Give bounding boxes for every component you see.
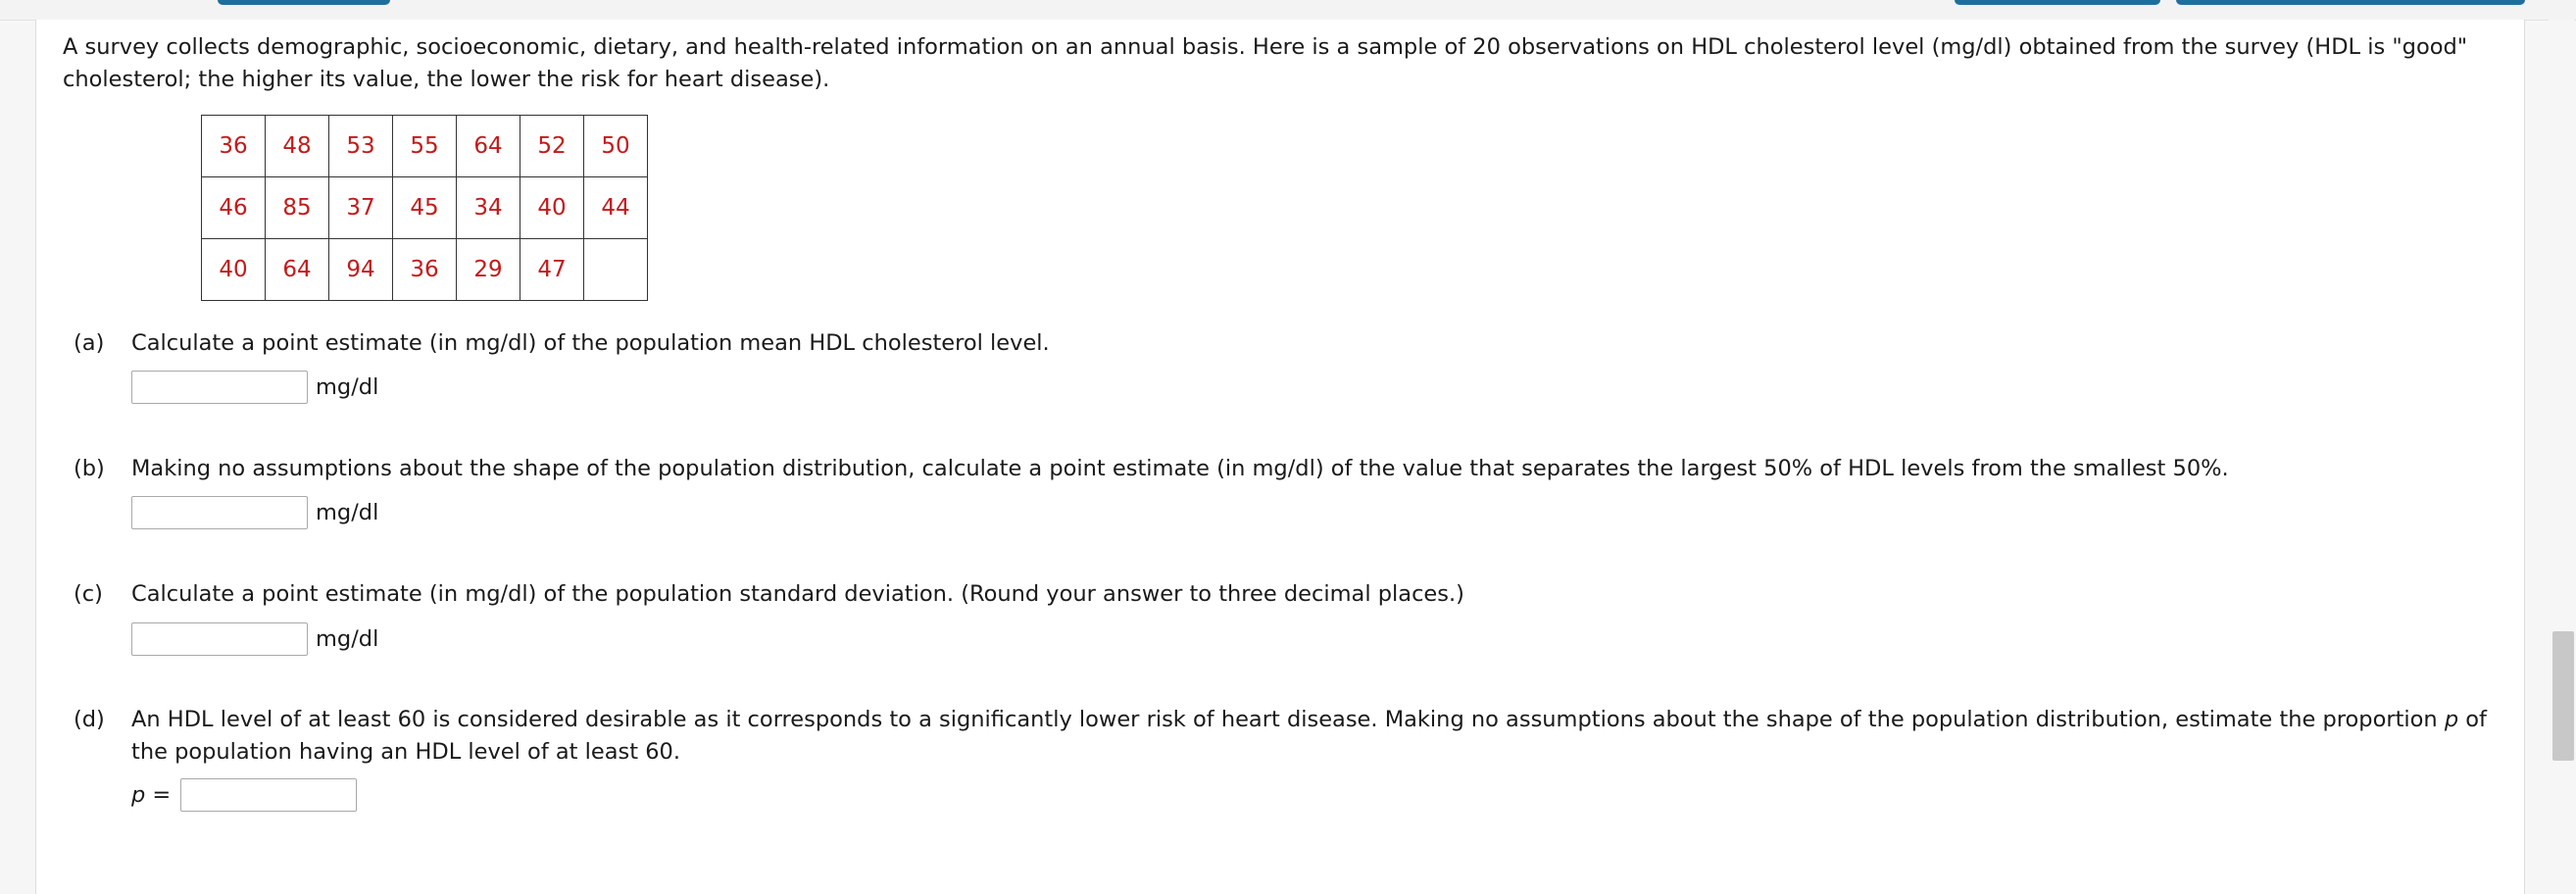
part-b-answer	[131, 494, 378, 531]
table-cell: 45	[393, 177, 457, 239]
table-cell: 48	[266, 116, 329, 177]
question-panel	[35, 20, 2525, 894]
table-row	[202, 239, 648, 301]
part-c-unit: mg/dl	[316, 626, 379, 652]
toolbar-button-left[interactable]	[218, 0, 390, 5]
part-a-letter: (a)	[74, 330, 105, 356]
table-cell: 50	[584, 116, 648, 177]
table-cell: 53	[329, 116, 393, 177]
part-c-answer	[131, 621, 378, 658]
part-d-answer-label: p =	[131, 782, 172, 808]
table-cell: 36	[202, 116, 266, 177]
table-row	[202, 116, 648, 177]
top-toolbar-strip	[0, 0, 2576, 21]
table-cell-empty	[584, 239, 648, 301]
part-c-answer-input[interactable]	[131, 622, 308, 656]
table-cell: 40	[520, 177, 584, 239]
table-cell: 44	[584, 177, 648, 239]
table-cell: 40	[202, 239, 266, 301]
table-cell: 29	[457, 239, 520, 301]
scrollbar-thumb[interactable]	[2552, 631, 2574, 761]
part-a-answer	[131, 369, 378, 406]
part-a-answer-input[interactable]	[131, 371, 308, 404]
hdl-data-table	[201, 115, 648, 301]
table-cell: 46	[202, 177, 266, 239]
table-cell: 34	[457, 177, 520, 239]
table-cell: 47	[520, 239, 584, 301]
part-d-text	[131, 704, 2503, 769]
part-d-text-after: of the population having an HDL level of at least 60.	[131, 707, 2487, 765]
table-cell: 52	[520, 116, 584, 177]
vertical-scrollbar[interactable]	[2549, 20, 2574, 894]
table-cell: 85	[266, 177, 329, 239]
toolbar-button-right[interactable]	[2176, 0, 2525, 5]
part-c-letter: (c)	[74, 581, 103, 607]
part-c-text: Calculate a point estimate (in mg/dl) of the population standard deviation. (Round your answer to three decimal places.)	[131, 581, 1464, 607]
table-row	[202, 177, 648, 239]
part-a-text: Calculate a point estimate (in mg/dl) of the population mean HDL cholesterol level.	[131, 330, 1050, 356]
part-b-answer-input[interactable]	[131, 496, 308, 529]
table-cell: 55	[393, 116, 457, 177]
part-d-p-symbol: p	[2444, 707, 2459, 732]
toolbar-button-middle[interactable]	[1955, 0, 2160, 5]
table-cell: 64	[266, 239, 329, 301]
part-d-letter: (d)	[74, 707, 105, 732]
part-b-letter: (b)	[74, 456, 105, 481]
part-b-text: Making no assumptions about the shape of the population distribution, calculate a point estimate (in mg/dl) of the value that separates the largest 50% of HDL levels from the smallest 50%.	[131, 456, 2229, 481]
table-cell: 64	[457, 116, 520, 177]
part-d-text-before: An HDL level of at least 60 is considered desirable as it corresponds to a significantly lower risk of heart disease. Making no assumptions about the shape of the population distribution, estimate the proportion	[131, 707, 2445, 732]
part-b-unit: mg/dl	[316, 500, 379, 525]
part-d-answer-input[interactable]	[180, 778, 357, 812]
part-a-unit: mg/dl	[316, 374, 379, 400]
table-cell: 37	[329, 177, 393, 239]
part-d-answer	[131, 776, 357, 814]
table-cell: 36	[393, 239, 457, 301]
question-intro: A survey collects demographic, socioeconomic, dietary, and health-related information on an annual basis. Here is a sample of 20 observations on HDL cholesterol level (mg/dl) obtained from the survey (HDL is "good" cholesterol; the higher its value, the lower the risk for heart disease).	[63, 34, 2468, 92]
table-cell: 94	[329, 239, 393, 301]
